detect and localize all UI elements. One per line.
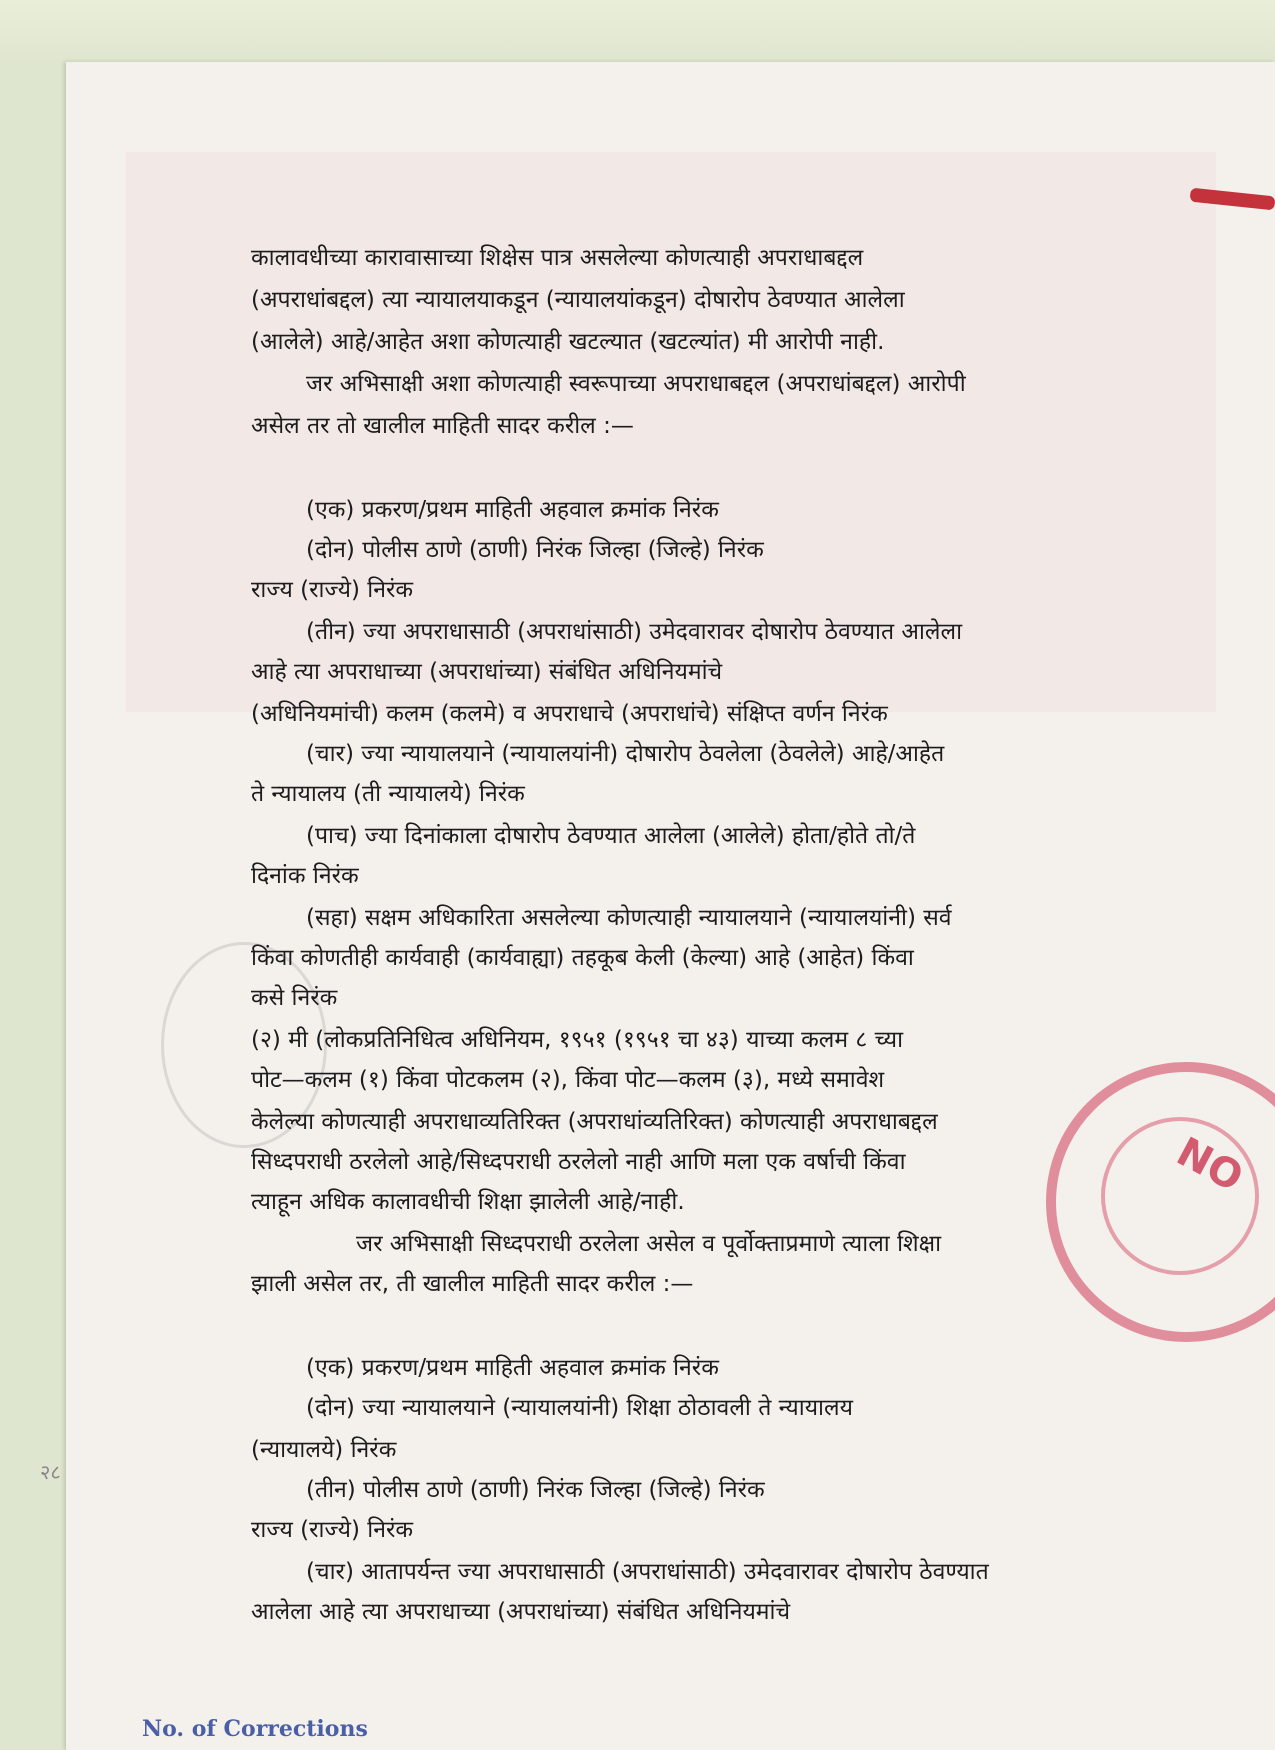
text-line: (तीन) पोलीस ठाणे (ठाणी) निरंक जिल्हा (जिल्हे) निरंक — [306, 1477, 765, 1503]
background-sheet-edge — [0, 0, 1275, 62]
text-line: जर अभिसाक्षी अशा कोणत्याही स्वरूपाच्या अपराधाबद्दल (अपराधांबद्दल) आरोपी — [306, 371, 966, 397]
text-line: पोट—कलम (१) किंवा पोटकलम (२), किंवा पोट—कलम (३), मध्ये समावेश — [251, 1067, 885, 1093]
text-line: किंवा कोणतीही कार्यवाही (कार्यवाह्या) तहकूब केली (केल्या) आहे (आहेत) किंवा — [251, 945, 914, 971]
text-line: (सहा) सक्षम अधिकारिता असलेल्या कोणत्याही न्यायालयाने (न्यायालयांनी) सर्व — [306, 905, 952, 931]
text-line: (अपराधांबद्दल) त्या न्यायालयाकडून (न्यायालयांकडून) दोषारोप ठेवण्यात आलेला — [251, 287, 905, 313]
text-line: (आलेले) आहे/आहेत अशा कोणत्याही खटल्यात (खटल्यांत) मी आरोपी नाही. — [251, 329, 885, 355]
corrections-label: No. of Corrections — [142, 1716, 368, 1742]
text-line: कालावधीच्या कारावासाच्या शिक्षेस पात्र असलेल्या कोणत्याही अपराधाबद्दल — [251, 245, 864, 271]
text-line: कसे निरंक — [251, 985, 338, 1011]
notary-seal-text: NO — [1169, 1128, 1251, 1202]
text-line: ते न्यायालय (ती न्यायालये) निरंक — [251, 781, 525, 807]
text-line: केलेल्या कोणत्याही अपराधाव्यतिरिक्त (अपराधांव्यतिरिक्त) कोणत्याही अपराधाबद्दल — [251, 1109, 938, 1135]
text-line: आहे त्या अपराधाच्या (अपराधांच्या) संबंधित अधिनियमांचे — [251, 659, 723, 685]
text-line: दिनांक निरंक — [251, 863, 359, 889]
text-line: राज्य (राज्ये) निरंक — [251, 577, 414, 603]
notary-seal-stamp — [1046, 1062, 1275, 1342]
text-line: (न्यायालये) निरंक — [251, 1437, 397, 1463]
text-line: (चार) आतापर्यन्त ज्या अपराधासाठी (अपराधांसाठी) उमेदवारावर दोषारोप ठेवण्यात — [306, 1559, 989, 1585]
margin-page-mark: २८ — [40, 1460, 61, 1484]
text-line: असेल तर तो खालील माहिती सादर करील :— — [251, 413, 634, 439]
text-line: (चार) ज्या न्यायालयाने (न्यायालयांनी) दोषारोप ठेवलेला (ठेवलेले) आहे/आहेत — [306, 741, 945, 767]
text-line: (पाच) ज्या दिनांकाला दोषारोप ठेवण्यात आलेला (आलेले) होता/होते तो/ते — [306, 823, 916, 849]
text-line: झाली असेल तर, ती खालील माहिती सादर करील :— — [251, 1271, 694, 1297]
text-line: आलेला आहे त्या अपराधाच्या (अपराधांच्या) संबंधित अधिनियमांचे — [251, 1599, 791, 1625]
text-line: जर अभिसाक्षी सिध्दपराधी ठरलेला असेल व पूर्वोक्ताप्रमाणे त्याला शिक्षा — [356, 1231, 942, 1257]
text-line: (एक) प्रकरण/प्रथम माहिती अहवाल क्रमांक निरंक — [306, 1355, 719, 1381]
text-line: (दोन) पोलीस ठाणे (ठाणी) निरंक जिल्हा (जिल्हे) निरंक — [306, 537, 764, 563]
text-line: (अधिनियमांची) कलम (कलमे) व अपराधाचे (अपराधांचे) संक्षिप्त वर्णन निरंक — [251, 701, 888, 727]
text-line: (एक) प्रकरण/प्रथम माहिती अहवाल क्रमांक निरंक — [306, 497, 719, 523]
text-line: (२) मी (लोकप्रतिनिधित्व अधिनियम, १९५१ (१९५१ चा ४३) याच्या कलम ८ च्या — [251, 1027, 904, 1053]
affidavit-page — [66, 62, 1275, 1750]
text-line: (तीन) ज्या अपराधासाठी (अपराधांसाठी) उमेदवारावर दोषारोप ठेवण्यात आलेला — [306, 619, 963, 645]
text-line: (दोन) ज्या न्यायालयाने (न्यायालयांनी) शिक्षा ठोठावली ते न्यायालय — [306, 1395, 853, 1421]
text-line: सिध्दपराधी ठरलेलो आहे/सिध्दपराधी ठरलेलो नाही आणि मला एक वर्षाची किंवा — [251, 1149, 906, 1175]
text-line: राज्य (राज्ये) निरंक — [251, 1517, 414, 1543]
text-line: त्याहून अधिक कालावधीची शिक्षा झालेली आहे/नाही. — [251, 1189, 685, 1215]
notary-seal-inner-ring — [1101, 1117, 1259, 1275]
